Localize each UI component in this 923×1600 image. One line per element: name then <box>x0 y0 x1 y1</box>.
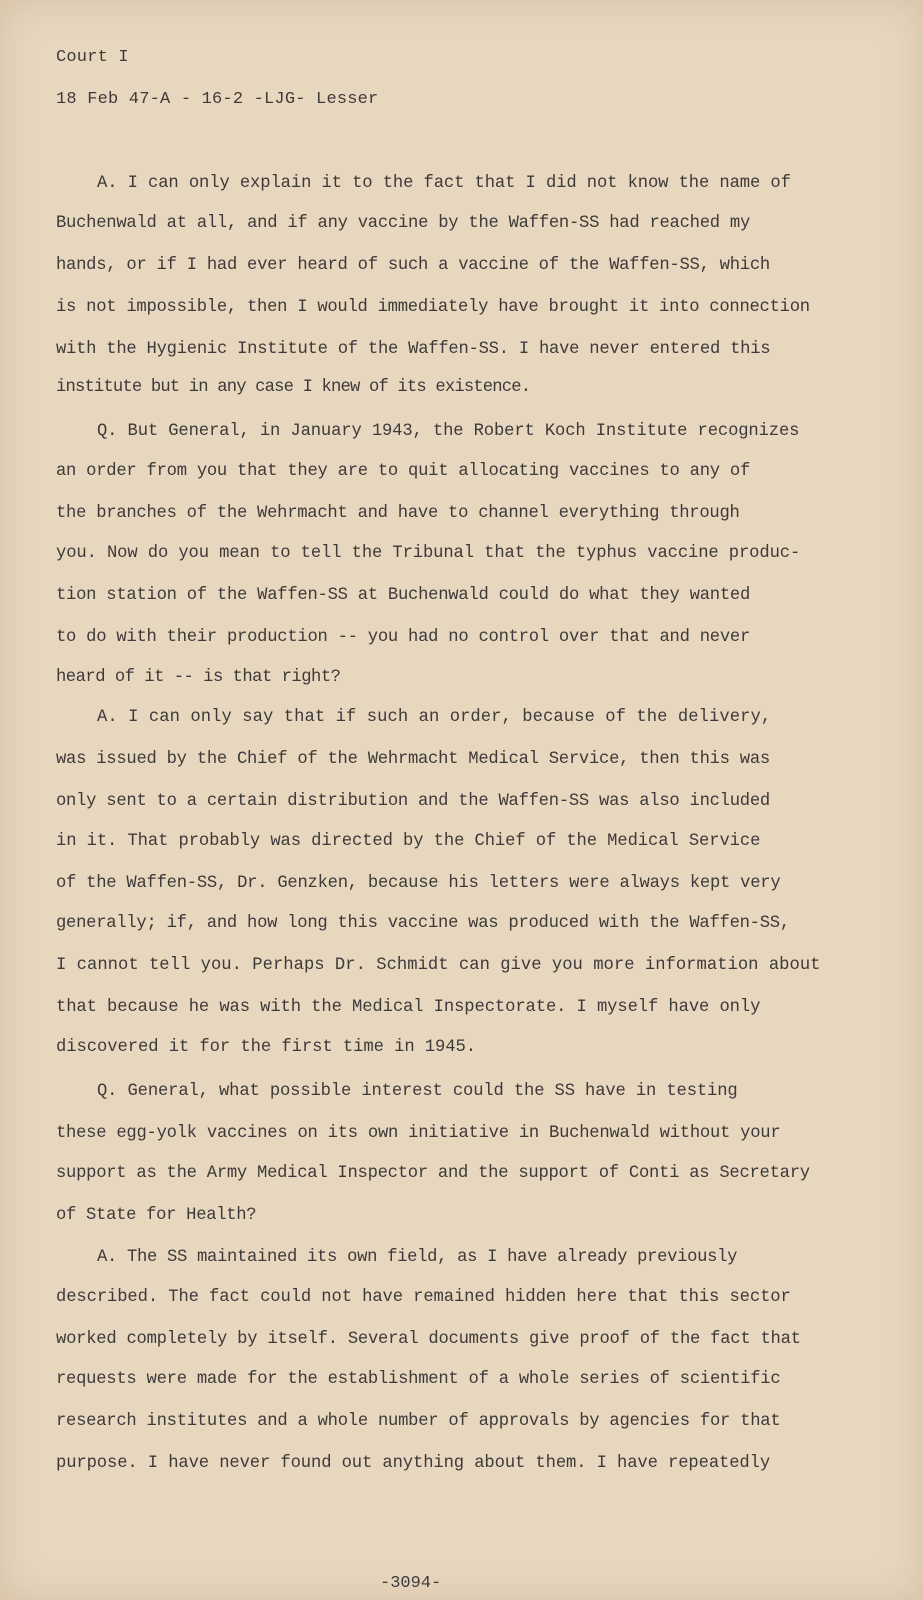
text-line: Q. General, what possible interest could the SS have in testing <box>97 1082 738 1101</box>
text-line: an order from you that they are to quit allocating vaccines to any of <box>56 462 751 481</box>
text-line: described. The fact could not have remained hidden here that this sector <box>56 1288 791 1307</box>
text-line: institute but in any case I knew of its existence. <box>56 378 531 397</box>
text-line: support as the Army Medical Inspector and the support of Conti as Secretary <box>56 1164 810 1183</box>
court-label: Court I <box>56 48 129 67</box>
text-line: Q. But General, in January 1943, the Robert Koch Institute recognizes <box>97 422 800 441</box>
text-line: of State for Health? <box>56 1206 257 1225</box>
text-line: A. I can only say that if such an order, because of the delivery, <box>97 708 772 727</box>
text-line: is not impossible, then I would immediately have brought it into connection <box>56 298 810 317</box>
text-line: research institutes and a whole number of approvals by agencies for that <box>56 1412 781 1431</box>
text-line: of the Waffen-SS, Dr. Genzken, because his letters were always kept very <box>56 874 781 893</box>
text-line: I cannot tell you. Perhaps Dr. Schmidt can give you more information about <box>56 956 821 975</box>
text-line: that because he was with the Medical Inspectorate. I myself have only <box>56 998 761 1017</box>
text-line: heard of it -- is that right? <box>56 668 341 687</box>
text-line: Buchenwald at all, and if any vaccine by the Waffen-SS had reached my <box>56 214 751 233</box>
text-line: A. The SS maintained its own field, as I have already previously <box>97 1248 738 1267</box>
text-line: worked completely by itself. Several documents give proof of the fact that <box>56 1330 801 1349</box>
text-line: in it. That probably was directed by the Chief of the Medical Service <box>56 832 761 851</box>
text-line: the branches of the Wehrmacht and have to channel everything through <box>56 504 740 523</box>
text-line: with the Hygienic Institute of the Waffen-SS. I have never entered this <box>56 340 771 359</box>
text-line: generally; if, and how long this vaccine was produced with the Waffen-SS, <box>56 914 790 933</box>
text-line: hands, or if I had ever heard of such a vaccine of the Waffen-SS, which <box>56 256 770 275</box>
session-reference: 18 Feb 47-A - 16-2 -LJG- Lesser <box>56 90 379 109</box>
text-line: discovered it for the first time in 1945. <box>56 1038 477 1057</box>
text-line: these egg-yolk vaccines on its own initiative in Buchenwald without your <box>56 1124 781 1143</box>
text-line: tion station of the Waffen-SS at Buchenwald could do what they wanted <box>56 586 751 605</box>
text-line: requests were made for the establishment of a whole series of scientific <box>56 1370 781 1389</box>
text-line: was issued by the Chief of the Wehrmacht Medical Service, then this was <box>56 750 770 769</box>
text-line: to do with their production -- you had no control over that and never <box>56 628 751 647</box>
text-line: A. I can only explain it to the fact that I did not know the name of <box>97 174 791 193</box>
page-number: -3094- <box>380 1574 442 1593</box>
text-line: you. Now do you mean to tell the Tribunal that the typhus vaccine produc- <box>56 544 801 563</box>
text-line: purpose. I have never found out anything about them. I have repeatedly <box>56 1454 771 1473</box>
text-line: only sent to a certain distribution and the Waffen-SS was also included <box>56 792 770 811</box>
